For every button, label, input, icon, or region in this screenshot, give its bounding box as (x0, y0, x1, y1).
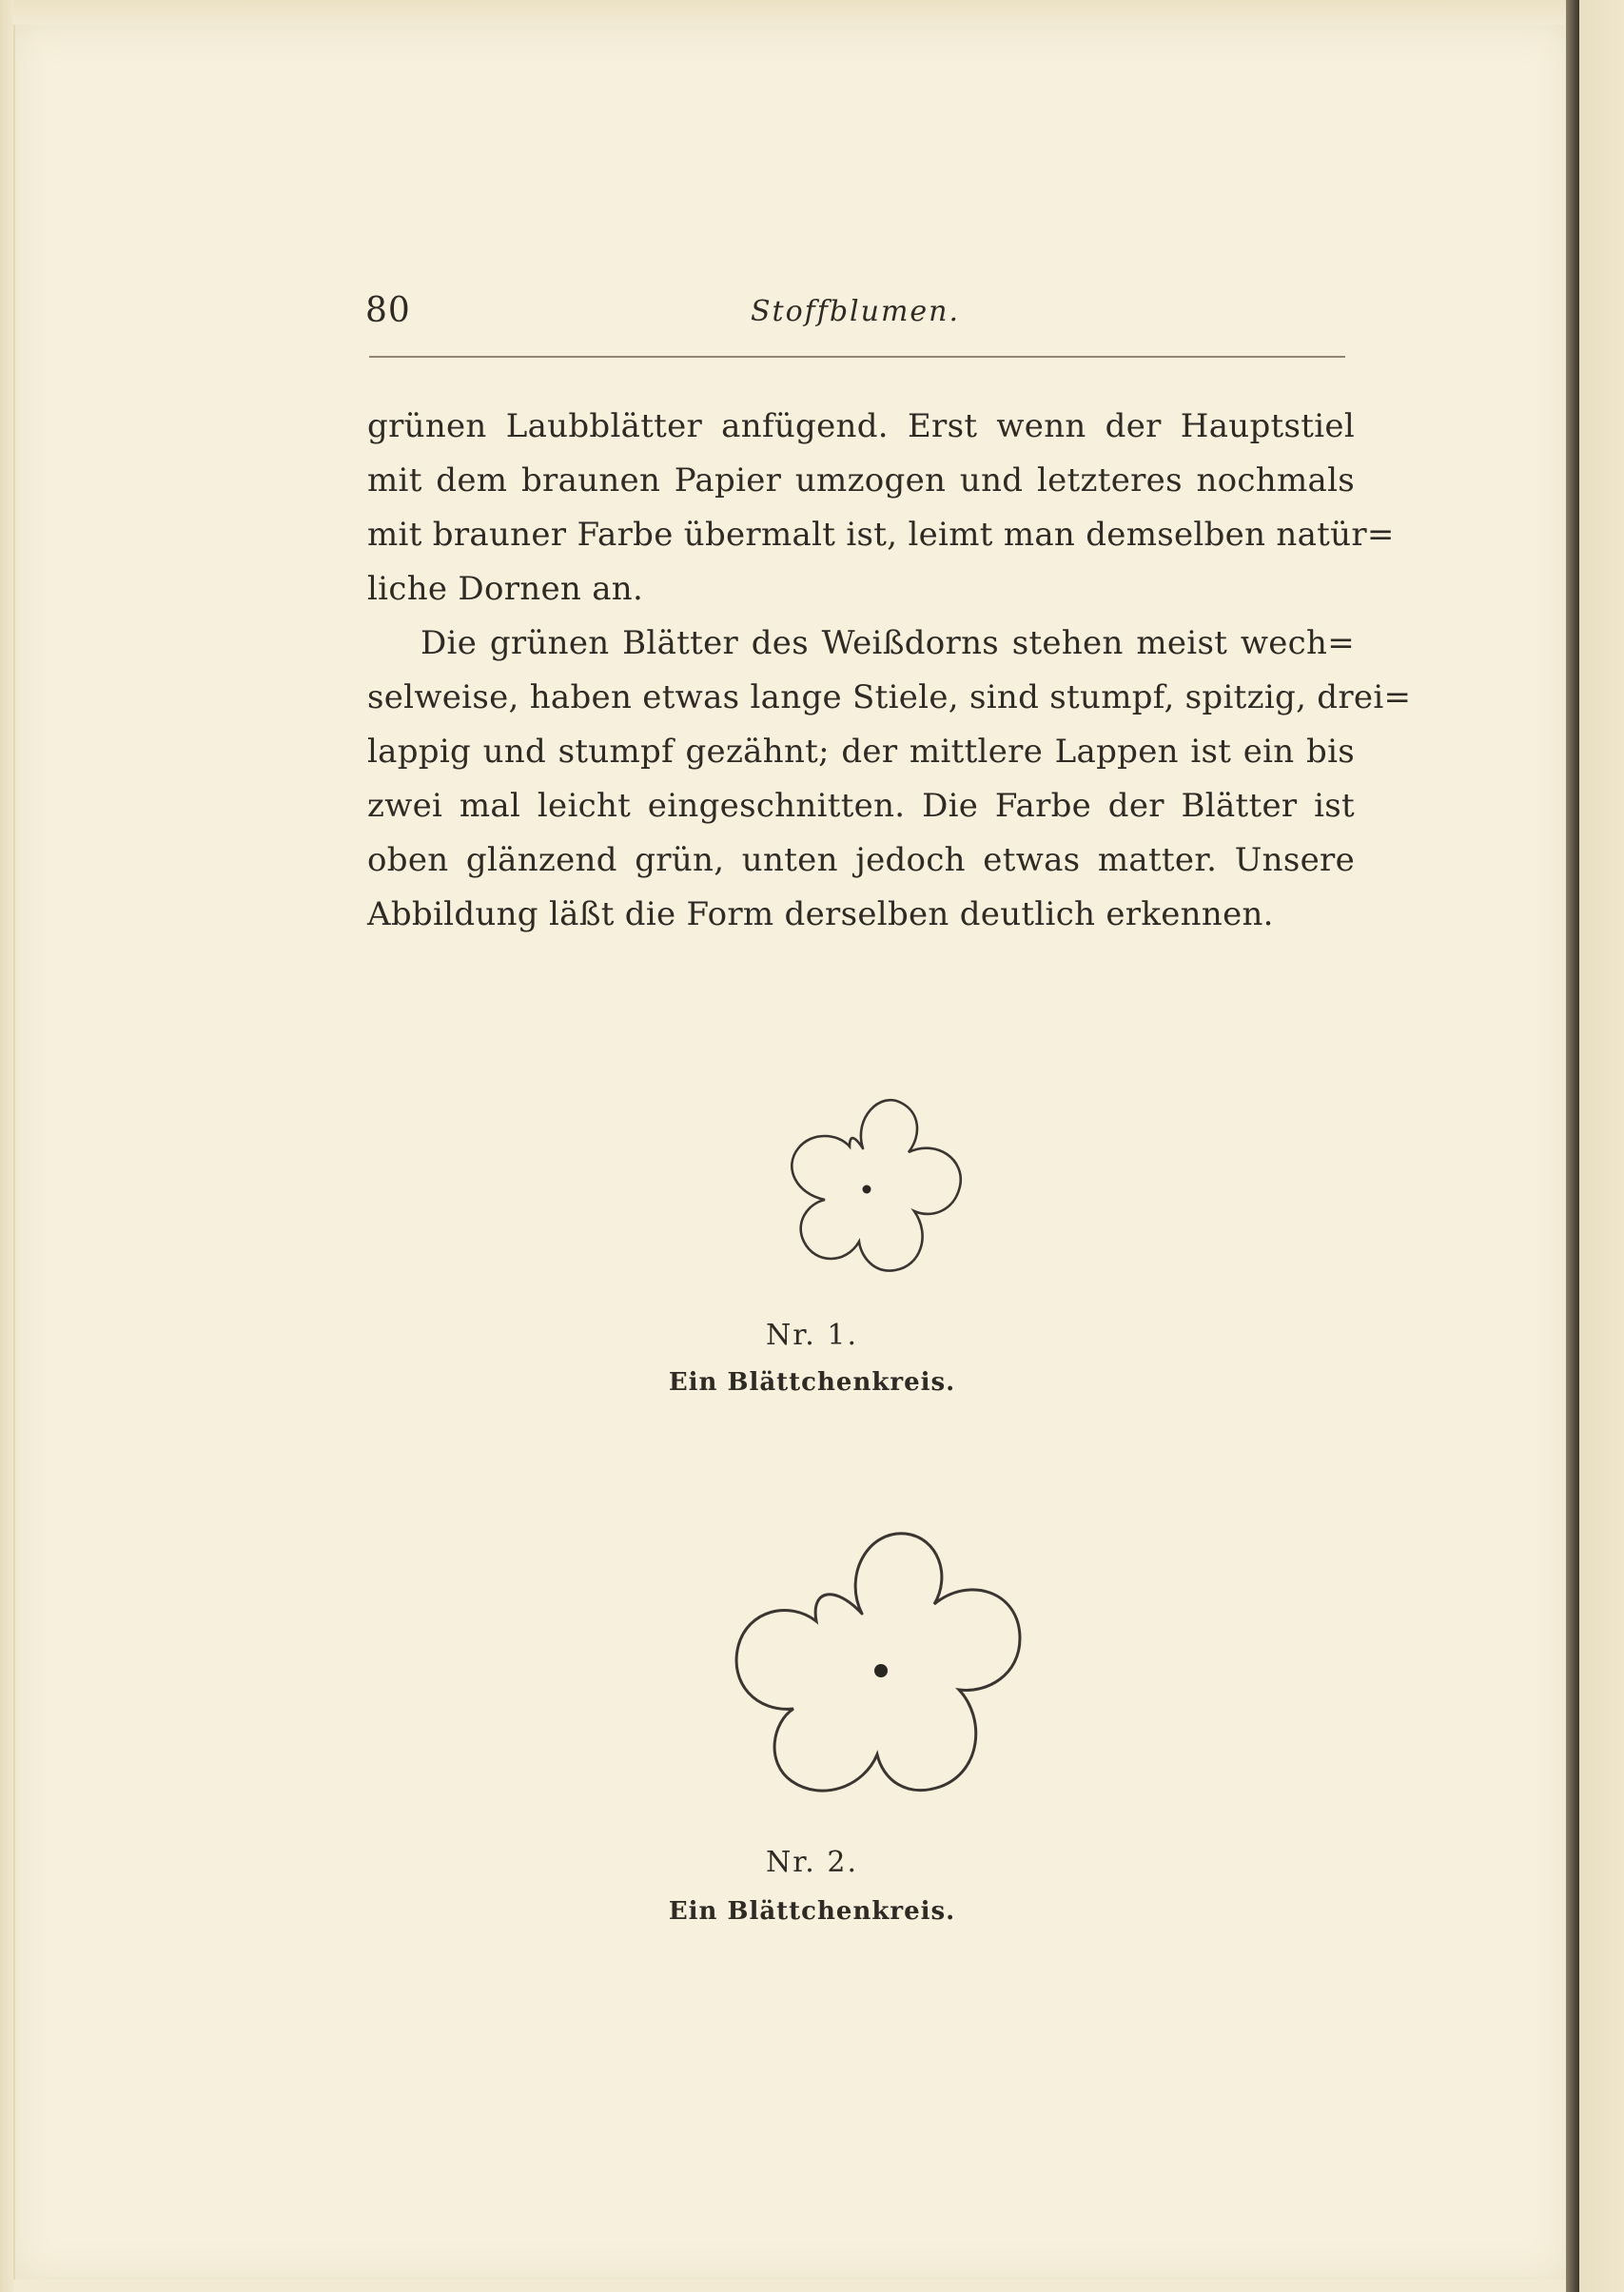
figure-1 (0, 1085, 1624, 1427)
page-top-edge (0, 0, 1566, 25)
running-title: Stoffblumen. (750, 295, 961, 328)
figure-1-caption: Ein Blättchenkreis. (668, 1368, 956, 1397)
text-line: mit dem braunen Papier umzogen und letzteres nochmals (367, 461, 1355, 500)
page-number: 80 (365, 291, 411, 330)
five-petal-flower-icon (759, 1085, 982, 1303)
page-header (365, 285, 1345, 343)
figure-2-caption: Ein Blättchenkreis. (668, 1897, 956, 1926)
five-petal-flower-icon (725, 1522, 1029, 1838)
text-line: oben glänzend grün, unten jedoch etwas matter. Unsere (367, 841, 1355, 879)
text-line: grünen Laubblätter anfügend. Erst wenn der Hauptstiel (367, 407, 1355, 445)
text-line: lappig und stumpf gezähnt; der mittlere Lappen ist ein bis (367, 733, 1355, 771)
text-line: mit brauner Farbe übermalt ist, leimt man demselben natür= (367, 516, 1395, 554)
text-line: Die grünen Blätter des Weißdorns stehen meist wech= (421, 624, 1355, 662)
figure-2-number: Nr. 2. (766, 1846, 858, 1879)
header-rule (369, 356, 1345, 358)
text-line: zwei mal leicht eingeschnitten. Die Farbe der Blätter ist (367, 787, 1355, 825)
text-line: liche Dornen an. (367, 570, 644, 608)
body-text (367, 400, 1412, 942)
figure-2 (0, 1522, 1624, 1941)
figure-1-number: Nr. 1. (766, 1319, 858, 1352)
text-line: Abbildung läßt die Form derselben deutlich erkennen. (367, 895, 1274, 933)
text-line: selweise, haben etwas lange Stiele, sind stumpf, spitzig, drei= (367, 678, 1412, 716)
